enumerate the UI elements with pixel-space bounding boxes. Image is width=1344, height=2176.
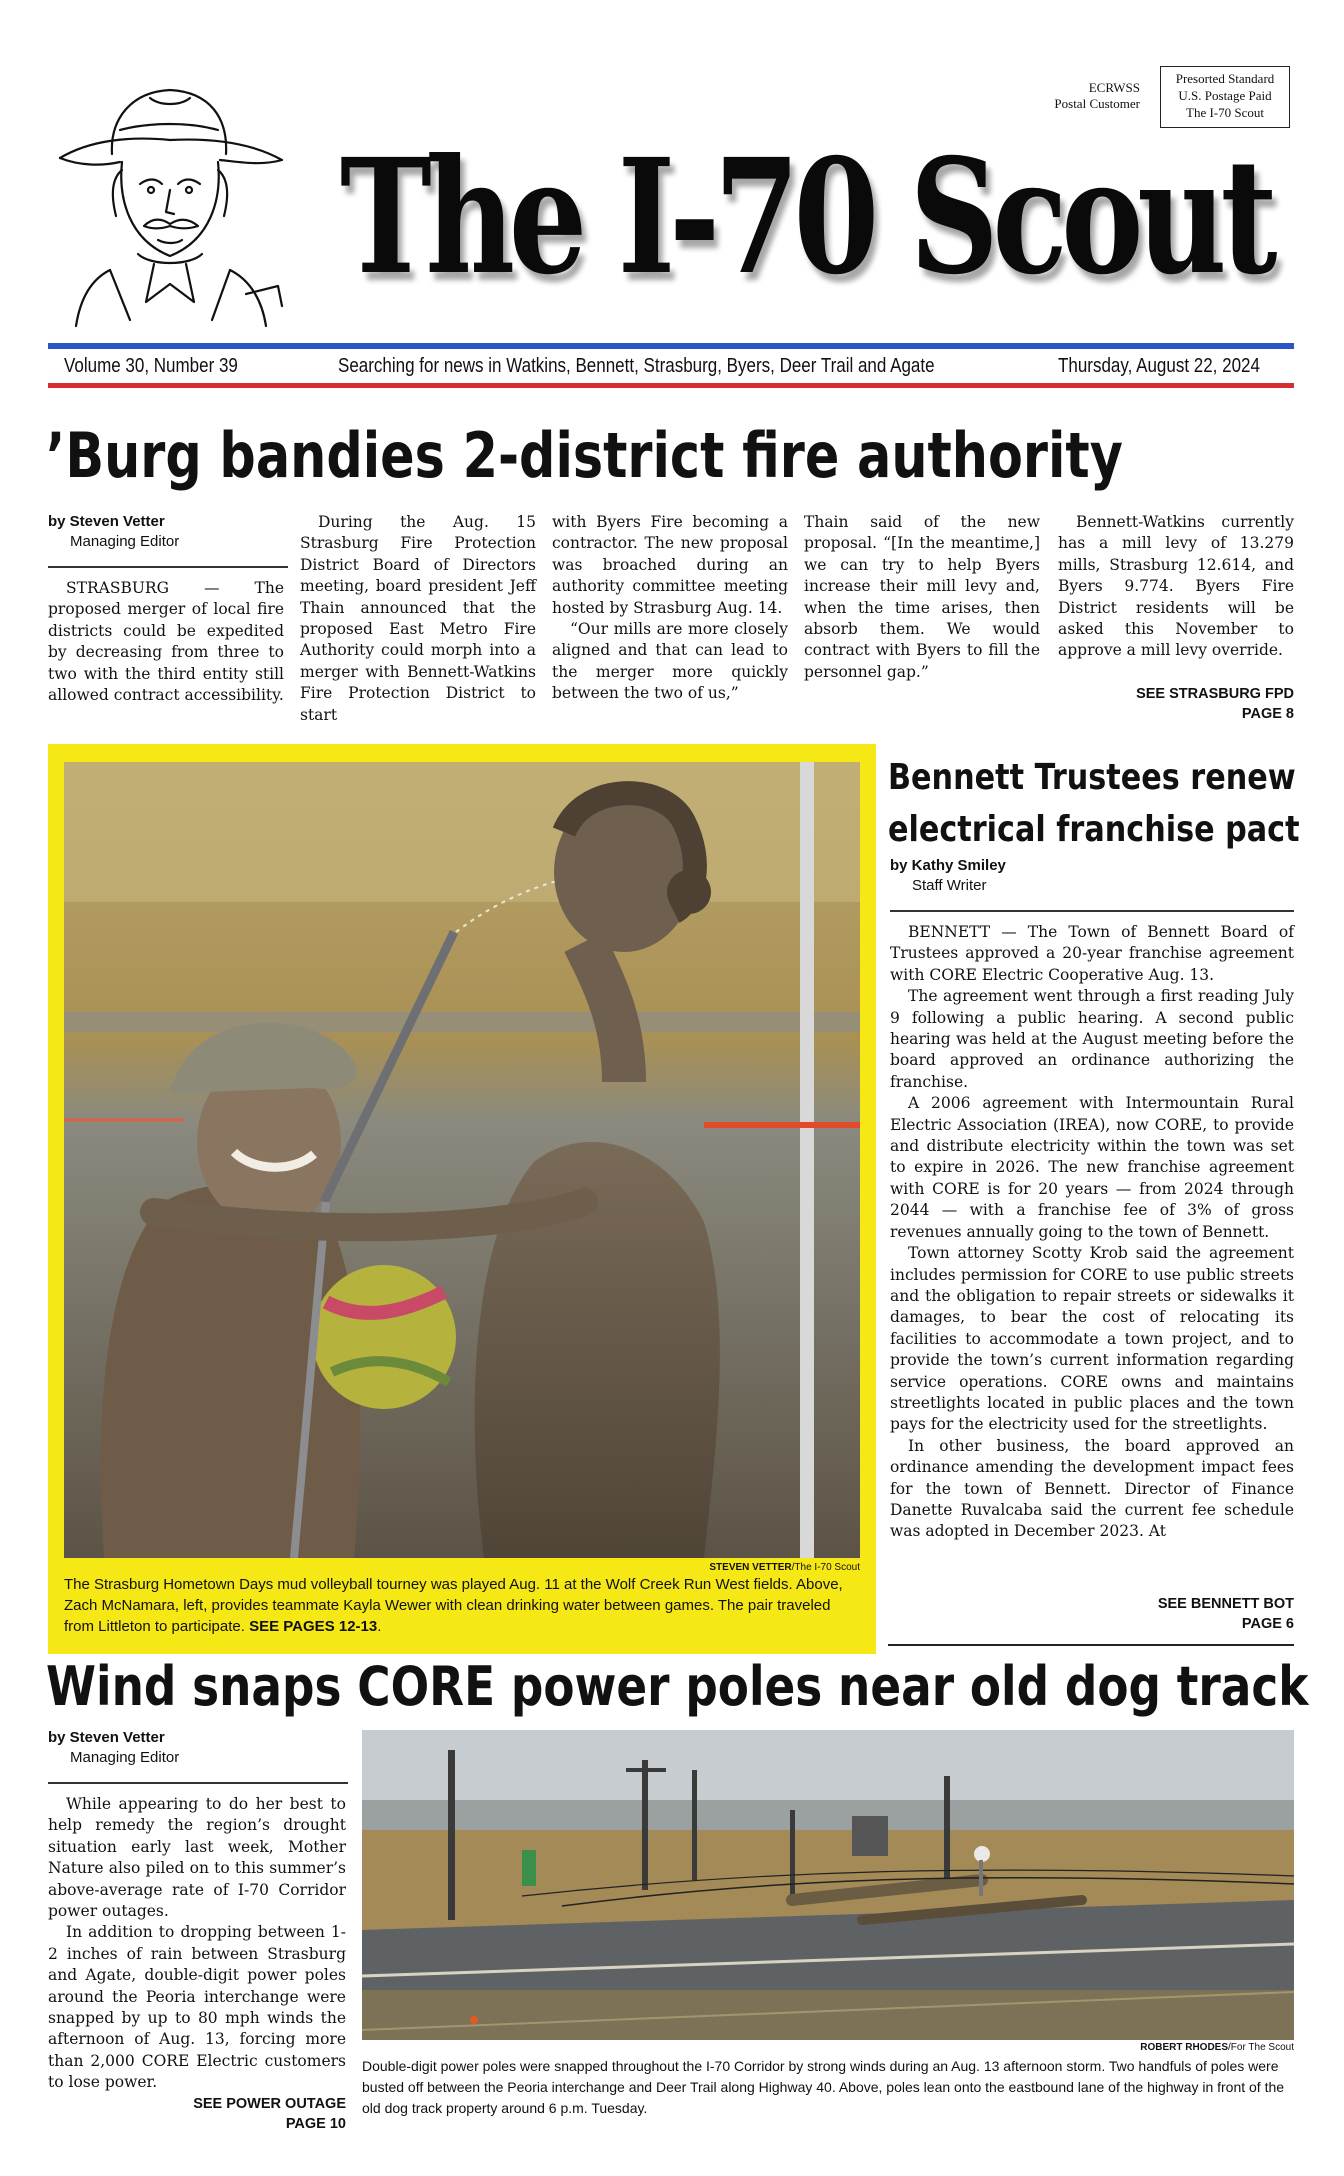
feature-caption-jump[interactable]: SEE PAGES 12-13 [249, 1618, 378, 1635]
newspaper-nameplate: The I-70 Scout [340, 125, 1272, 310]
feature-caption-text: The Strasburg Hometown Days mud volleyball tourney was played Aug. 11 at the Wolf Creek Run West fields. Above, Zach McNamara, left, provides teammate Kayla Wewer with clean drinking water between games. The pair traveled from Littleton to participate. [64, 1576, 843, 1635]
lead-jump-page: PAGE 8 [1241, 706, 1294, 722]
bennett-headline[interactable] [888, 752, 1300, 856]
bennett-paragraph-4: Town attorney Scotty Krob said the agreement includes permission for CORE to use public streets and the obligation to repair streets or sidewalks it damages, to bear the cost of relocating its facilities to accommodate a town project, and to provide the town’s current information regarding service operations. CORE owns and maintains streetlights located in public places and the town pays for the electricity used for the streetlights. [890, 1244, 1294, 1434]
mud-volleyball-photo[interactable] [64, 762, 860, 1558]
feature-credit-name: STEVEN VETTER [709, 1562, 792, 1573]
bennett-headline-line-2: electrical franchise pact [888, 809, 1300, 850]
lead-headline[interactable]: ’Burg bandies 2-district fire authority [46, 419, 1123, 492]
bennett-byline-name: by Kathy Smiley [890, 857, 1006, 874]
poles-photo-caption: Double-digit power poles were snapped throughout the I-70 Corridor by strong winds during an Aug. 13 afternoon storm. Two handfuls of poles were busted off between the Peoria interchange and Deer Trail along Highway 40. Above, poles lean onto the eastbound lane of the highway in front of the old dog track property around 6 p.m. Tuesday. [362, 2058, 1285, 2116]
power-poles-photo[interactable] [362, 1730, 1294, 2140]
postage-line-1: Presorted Standard [1175, 71, 1275, 86]
bennett-byline [890, 856, 1150, 896]
poles-credit-source: /For The Scout [1228, 2042, 1294, 2053]
lead-column-1 [48, 578, 284, 706]
issue-date: Thursday, August 22, 2024 [1058, 355, 1260, 377]
feature-caption-end: . [377, 1618, 382, 1635]
wind-body [48, 1794, 346, 2094]
bennett-paragraph-3: A 2006 agreement with Intermountain Rural Electric Association (IREA), now CORE, to provide and distribute electricity within the town was set to expire in 2026. The new franchise agreement with CORE is for 20 years — from 2024 through 2044 — with a franchise fee of 3% of gross revenues annually going to the town of Bennett. [890, 1094, 1294, 1241]
mailing-line-1: ECRWSS [1088, 80, 1140, 95]
postage-line-2: U.S. Postage Paid [1178, 88, 1272, 103]
bennett-byline-title: Staff Writer [912, 877, 987, 894]
wind-headline[interactable]: Wind snaps CORE power poles near old dog track [46, 1655, 1309, 1718]
wind-byline-name: by Steven Vetter [48, 1729, 165, 1746]
wind-jump-see: SEE POWER OUTAGE [193, 2096, 346, 2112]
scout-mascot-illustration [50, 70, 290, 330]
wind-paragraph-1: While appearing to do her best to help remedy the region’s drought situation early last week, Mother Nature also piled on to this summer’s above-average rate of I-70 Corridor power outages. [48, 1795, 346, 1921]
lead-jump-see: SEE STRASBURG FPD [1136, 686, 1294, 702]
bennett-paragraph-5: In other business, the board approved an ordinance amending the development impact fees for the town of Bennett. Director of Finance Danette Ruvalcaba said the current fee schedule was adopted in December 2023. At [890, 1436, 1294, 1541]
lead-column-3 [552, 512, 788, 705]
bennett-headline-line-1: Bennett Trustees renew [888, 757, 1296, 798]
postage-box [1160, 66, 1290, 128]
bennett-byline-rule [890, 910, 1294, 912]
tagline: Searching for news in Watkins, Bennett, Strasburg, Byers, Deer Trail and Agate [338, 355, 935, 377]
feature-photo-box [48, 744, 876, 1654]
wind-jump-page: PAGE 10 [285, 2116, 346, 2132]
wind-byline [48, 1728, 328, 1768]
mailing-indicia [1020, 80, 1140, 112]
poles-photo-credit [1062, 2042, 1294, 2053]
bennett-body [890, 922, 1294, 1543]
byline-title: Managing Editor [70, 533, 180, 550]
lead-column-4 [804, 512, 1040, 683]
feature-credit-source: /The I-70 Scout [791, 1562, 860, 1573]
bennett-paragraph-2: The agreement went through a first reading July 9 following a public hearing. A second public hearing was held at the August meeting before the board approved an ordinance authorizing the franchise. [890, 987, 1294, 1091]
wind-byline-title: Managing Editor [70, 1749, 180, 1766]
bennett-bottom-rule [888, 1644, 1294, 1646]
wind-byline-rule [48, 1782, 348, 1784]
byline-name: by Steven Vetter [48, 513, 165, 530]
lead-col2-text: During the Aug. 15 Strasburg Fire Protection District Board of Directors meeting, board president Jeff Thain announced that the proposed East Metro Fire Authority could morph into a merger with Bennett-Watkins Fire Protection District to start [300, 513, 536, 724]
masthead-rule-red [48, 383, 1294, 388]
lead-jump-line[interactable] [1090, 684, 1294, 724]
masthead-rule-blue [48, 343, 1294, 349]
lead-col5-text: Bennett-Watkins currently has a mill levy of 13.279 mills, Strasburg 12.614, and Byers 9.774. Byers Fire District residents will be asked this November to approve a mill levy override. [1058, 513, 1294, 660]
poles-credit-name: ROBERT RHODES [1140, 2042, 1229, 2053]
wind-paragraph-2: In addition to dropping between 1-2 inches of rain between Strasburg and Agate, double-digit power poles around the Peoria interchange were snapped by up to 80 mph winds the afternoon of Aug. 13, forcing more than 2,000 CORE Electric customers to lose power. [48, 1923, 346, 2092]
bennett-jump-page: PAGE 6 [1241, 1616, 1294, 1632]
bennett-jump-see: SEE BENNETT BOT [1157, 1596, 1294, 1612]
lead-byline [48, 512, 268, 552]
lead-column-2 [300, 512, 536, 726]
postage-line-3: The I-70 Scout [1186, 105, 1264, 120]
feature-photo-credit [668, 1562, 860, 1573]
volume-number: Volume 30, Number 39 [64, 355, 238, 377]
lead-column-5 [1058, 512, 1294, 662]
lead-col3-text-2: “Our mills are more closely aligned and that can lead to the merger more quickly between the two of us,” [552, 620, 788, 703]
lead-col4-text: Thain said of the new proposal. “[In the meantime,] we can try to help Byers increase their mill levy and, when the time arises, then absorb them. We would contract with Byers to fill the personnel gap.” [804, 513, 1040, 681]
masthead-info-bar [48, 352, 1294, 380]
mailing-line-2: Postal Customer [1054, 96, 1140, 111]
wind-jump-line[interactable] [130, 2094, 346, 2134]
bennett-jump-line[interactable] [1090, 1594, 1294, 1634]
byline-rule [48, 566, 288, 568]
lead-col1-text: STRASBURG — The proposed merger of local fire districts could be expedited by decreasing from three to two with the third entity still allowed contract accessibility. [48, 579, 284, 705]
bennett-paragraph-1: BENNETT — The Town of Bennett Board of Trustees approved a 20-year franchise agreement with CORE Electric Cooperative Aug. 13. [890, 923, 1294, 984]
feature-photo-caption [64, 1574, 860, 1637]
lead-col3-text-1: with Byers Fire becoming a contractor. The new proposal was broached during an authority committee meeting hosted by Strasburg Aug. 14. [552, 513, 788, 617]
